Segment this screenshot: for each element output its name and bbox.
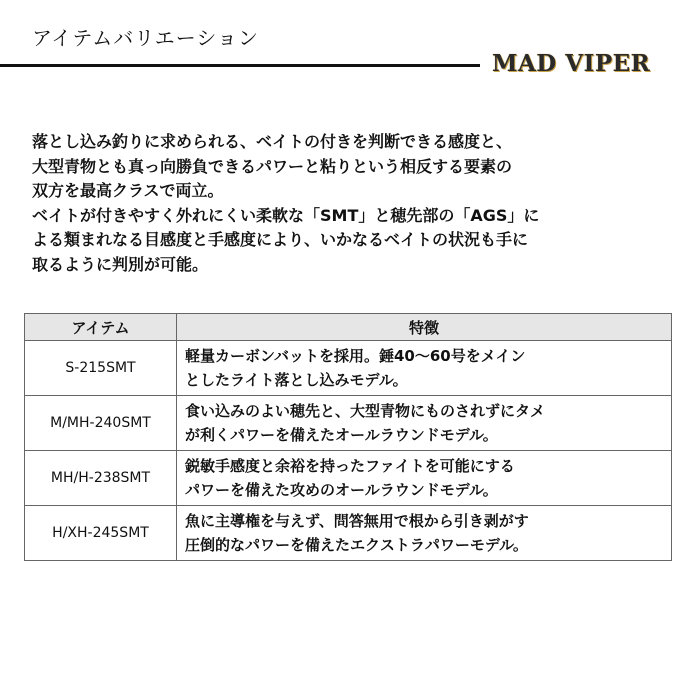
intro-line: 落とし込み釣りに求められる、ベイトの付きを判断できる感度と、 — [32, 132, 513, 151]
features-line: としたライト落とし込みモデル。 — [185, 371, 408, 389]
intro-line: 大型青物とも真っ向勝負できるパワーと粘りという相反する要素の — [32, 156, 513, 176]
features-cell — [177, 506, 672, 561]
table-row — [25, 341, 672, 396]
features-line: 軽量カーボンバットを採用。錘40～60号をメイン — [185, 347, 526, 365]
features-cell — [177, 396, 672, 451]
features-cell — [177, 341, 672, 396]
intro-line: 双方を最高クラスで両立。 — [32, 181, 224, 200]
model-name-cell: M/MH-240SMT — [25, 396, 177, 451]
intro-line: ベイトが付きやすく外れにくい柔軟な「SMT」と穂先部の「AGS」に — [32, 205, 540, 225]
features-line: 食い込みのよい穂先と、大型青物にものされずにタメ — [185, 402, 546, 420]
item-variation-table — [24, 313, 672, 561]
model-name-cell: H/XH-245SMT — [25, 506, 177, 561]
features-line: が利くパワーを備えたオールラウンドモデル。 — [185, 426, 498, 444]
features-cell — [177, 451, 672, 506]
features-line: パワーを備えた攻めのオールラウンドモデル。 — [185, 481, 498, 499]
column-header-features: 特徴 — [177, 314, 672, 341]
features-line: 魚に主導権を与えず、問答無用で根から引き剥がす — [185, 512, 529, 530]
column-header-item: アイテム — [25, 314, 177, 341]
intro-line: よる類まれなる目感度と手感度により、いかなるベイトの状況も手に — [32, 230, 529, 249]
model-name-cell: MH/H-238SMT — [25, 451, 177, 506]
page-title: アイテムバリエーション — [32, 26, 259, 50]
features-line: 鋭敏手感度と余裕を持ったファイトを可能にする — [185, 457, 515, 475]
features-line: 圧倒的なパワーを備えたエクストラパワーモデル。 — [185, 536, 528, 554]
table-row — [25, 451, 672, 506]
table-header-row — [25, 314, 672, 341]
brand-logo: MAD VIPER — [492, 50, 651, 77]
model-name-cell: S-215SMT — [25, 341, 177, 396]
intro-line: 取るように判別が可能。 — [32, 254, 209, 274]
table-row — [25, 506, 672, 561]
table-row — [25, 396, 672, 451]
intro-paragraph — [32, 130, 672, 277]
header-divider — [0, 64, 480, 67]
